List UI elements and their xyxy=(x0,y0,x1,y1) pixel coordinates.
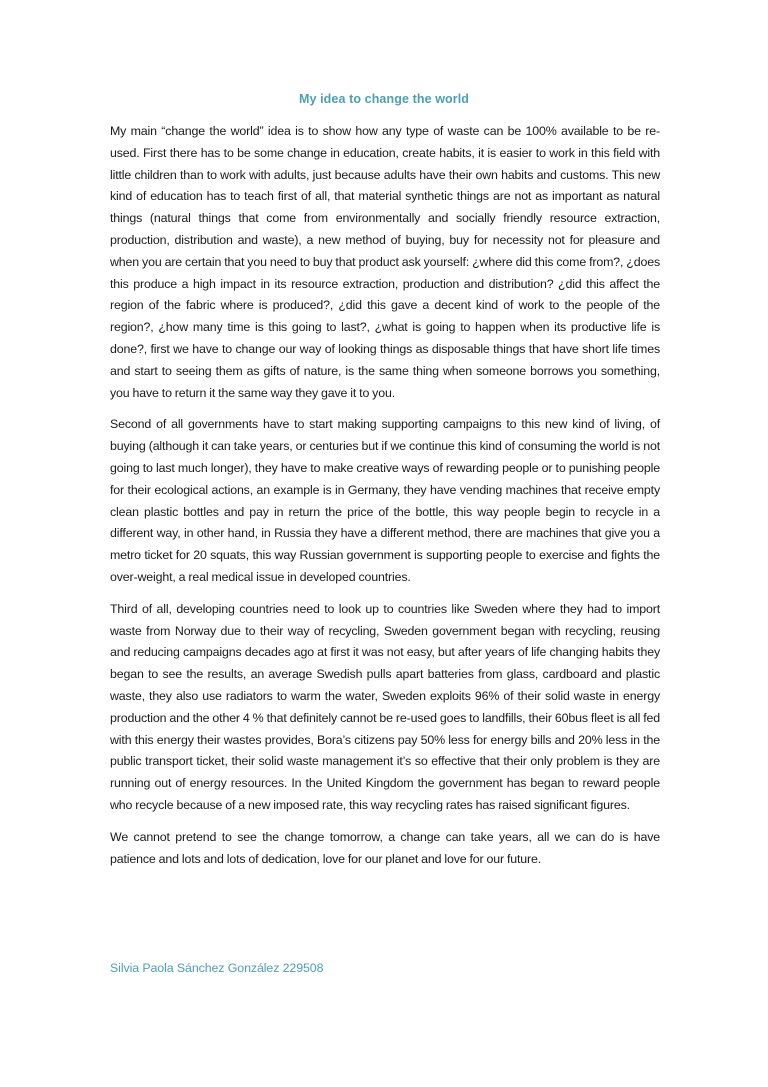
paragraph-2: Second of all governments have to start making supporting campaigns to this new kind of living, of buying (although it can take years, or centuries but if we continue this kind of consuming the world is not going to last much longer), they have to make creative ways of rewarding people or to punishing people for their ecological actions, an example is in Germany, they have vending machines that receive empty clean plastic bottles and pay in return the price of the bottle, this way people begin to recycle in a different way, in other hand, in Russia they have a different method, there are machines that give you a metro ticket for 20 squats, this way Russian government is supporting people to exercise and fights the over-weight, a real medical issue in developed countries. xyxy=(110,417,660,584)
paragraph-4: We cannot pretend to see the change tomorrow, a change can take years, all we can do is have patience and lots and lots of dedication, love for our planet and love for our future. xyxy=(110,829,660,866)
paragraph-3: Third of all, developing countries need to look up to countries like Sweden where they had to import waste from Norway due to their way of recycling, Sweden government began with recycling, reusing and reducing campaigns decades ago at first it was not easy, but after years of life changing habits they began to see the results, an average Swedish pulls apart batteries from glass, cardboard and plastic waste, they also use radiators to warm the water, Sweden exploits 96% of their solid waste in energy production and the other 4 % that definitely cannot be re-used goes to landfills, their 60bus fleet is all fed with this energy their wastes provides, Bora’s citizens pay 50% less for energy bills and 20% less in the public transport ticket, their solid waste management it’s so effective that their only problem is they are running out of energy resources. In the United Kingdom the government has began to reward people who recycle because of a new imposed rate, this way recycling rates has raised significant figures. xyxy=(110,601,660,812)
document-title: My idea to change the world xyxy=(298,92,470,106)
author-signature: Silvia Paola Sánchez González 229508 xyxy=(110,961,324,975)
paragraph-1: My main “change the world” idea is to show how any type of waste can be 100% available to be re-used. First there has to be some change in education, create habits, it is easier to work in this field with little children than to work with adults, just because adults have their own habits and customs. This new kind of education has to teach first of all, that material synthetic things are not as important as natural things (natural things that come from environmentally and socially friendly resource extraction, production, distribution and waste), a new method of buying, buy for necessity not for pleasure and when you are certain that you need to buy that product ask yourself: ¿where did this come from?, ¿does this produce a high impact in its resource extraction, production and distribution? ¿did this affect the region of the fabric where is produced?, ¿did this gave a decent kind of work to the people of the region?, ¿how many time is this going to last?, ¿what is going to happen when its productive life is done?, first we have to change our way of looking things as disposable things that have short life times and start to seeing them as gifts of nature, is the same thing when someone borrows you something, you have to return it the same way they gave it to you. xyxy=(110,124,660,400)
document-body xyxy=(110,121,660,880)
